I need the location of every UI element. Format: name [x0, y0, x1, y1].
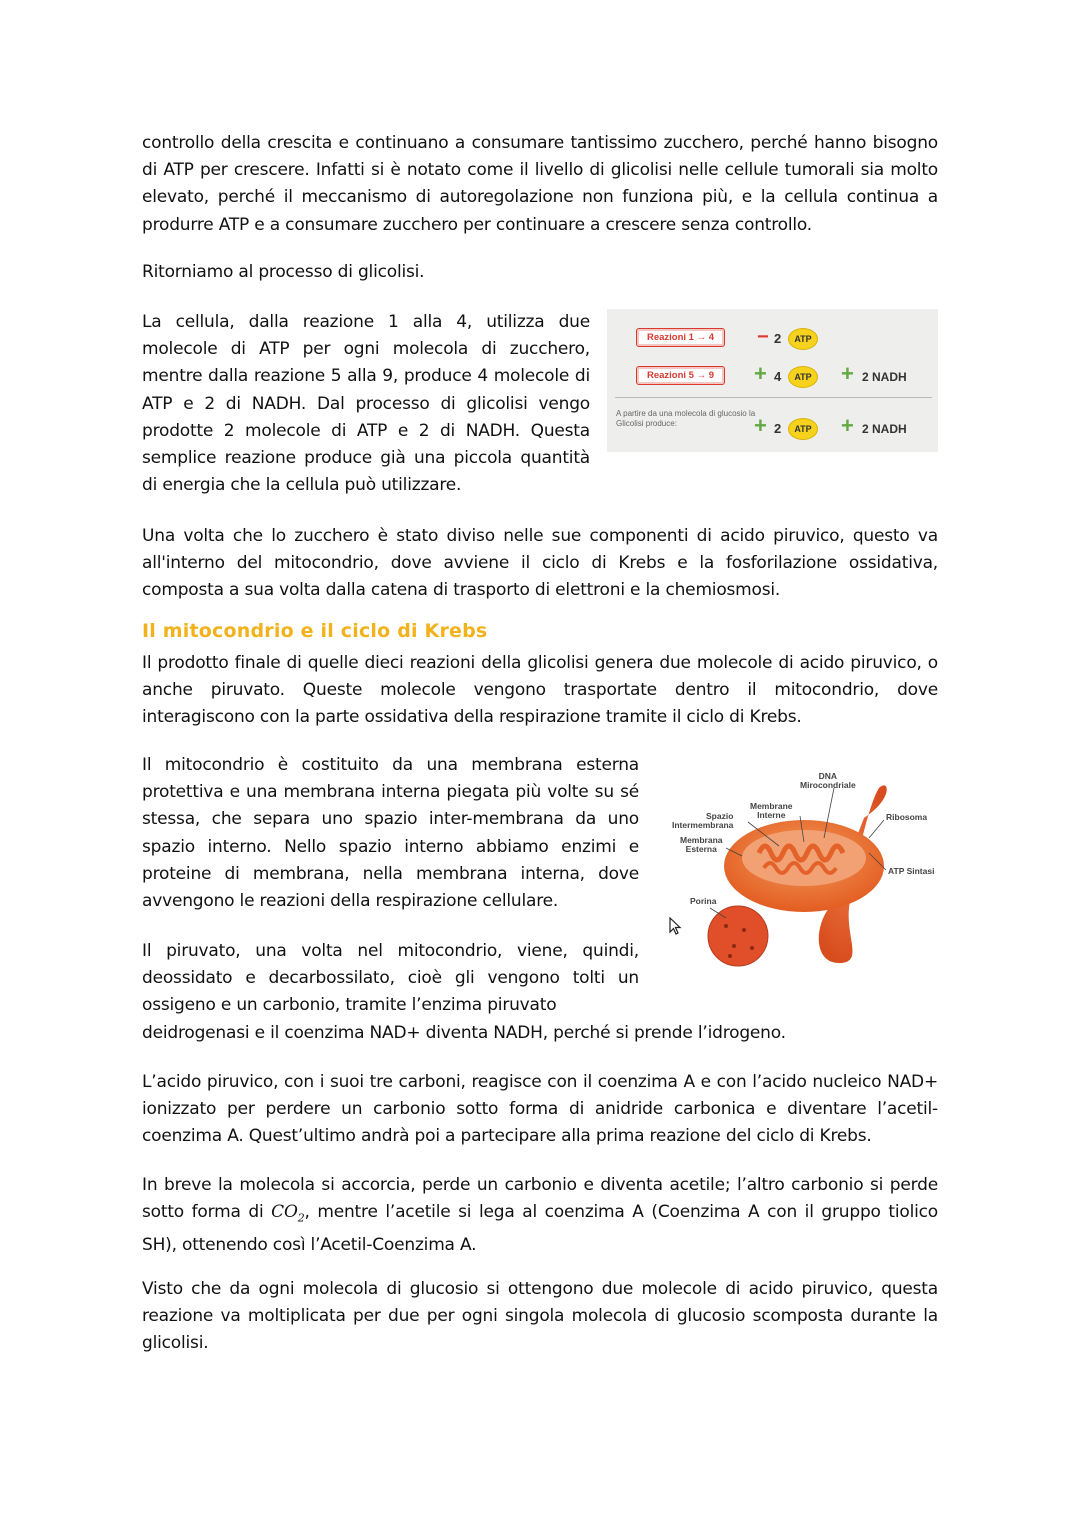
row2-nadh: 2 NADH	[862, 370, 907, 384]
co2-formula	[271, 1202, 305, 1225]
label-membrane-interne: Membrane Interne	[750, 801, 793, 820]
paragraph-acetyl-coa: L’acido piruvico, con i suoi tre carboni, reagisce con il coenzima A e con l’acido nucleico NAD+ ionizzato per perdere un carbonio sotto forma di anidride carbonica e diventare l’acetil-coenzima A. Quest’ultimo andrà poi a partecipare alla prima reazione del ciclo di Krebs.	[142, 1072, 938, 1147]
figure-note: A partire da una molecola di glucosio la Glicolisi produce:	[616, 409, 756, 428]
co2-subscript: 2	[297, 1211, 305, 1225]
co2-text-b: , mentre l’acetile si lega al coenzima A (Coenzima A con il gruppo tiolico SH), ottenendo così l’Acetil-Coenzima A.	[142, 1202, 938, 1255]
total-nadh: 2 NADH	[862, 422, 907, 436]
atp-badge: ATP	[788, 328, 818, 350]
paragraph-co2	[142, 1172, 938, 1259]
atp-badge: ATP	[788, 366, 818, 388]
label-dna: DNA Mirocondriale	[800, 771, 856, 790]
row2-atp-count: 4	[774, 369, 782, 384]
row1-atp-count: 2	[774, 331, 782, 346]
total-atp-count: 2	[774, 421, 782, 436]
paragraph-multiply: Visto che da ogni molecola di glucosio si ottengono due molecole di acido piruvico, questa reazione va moltiplicata per due per ogni singola molecola di glucosio scomposta durante la glicolisi.	[142, 1279, 938, 1354]
glycolysis-atp-figure	[607, 309, 938, 452]
paragraph-final-product: Il prodotto finale di quelle dieci reazioni della glicolisi genera due molecole di acido piruvico, o anche piruvato. Queste molecole vengono trasportate dentro il mitocondrio, dove interagiscono con la parte ossidativa della respirazione tramite il ciclo di Krebs.	[142, 653, 938, 728]
atp-badge: ATP	[788, 418, 818, 440]
plus-sign: +	[841, 413, 854, 438]
paragraph-atp-production: La cellula, dalla reazione 1 alla 4, utilizza due molecole di ATP per ogni molecola di zucchero, mentre dalla reazione 5 alla 9, produce 4 molecole di ATP e 2 di NADH. Dal processo di glicolisi vengo prodotte 2 molecole di ATP e 2 di NADH. Questa semplice reazione produce già una piccola quantità di energia che la cellula può utilizzare.	[142, 312, 590, 496]
label-membrana-esterna: Membrana Esterna	[680, 835, 723, 854]
label-atp-sintasi: ATP Sintasi	[888, 866, 935, 876]
paragraph-mitochondrion-structure: Il mitocondrio è costituito da una membrana esterna protettiva e una membrana interna piegata più volte su sé stessa, che separa uno spazio inter-membrana da uno spazio interno. Nello spazio interno abbiamo enzimi e proteine di membrana, nella membrana interna, dove avvengono le reazioni della respirazione cellulare.	[142, 755, 639, 912]
reactions-5-9-label: Reazioni 5 → 9	[636, 366, 725, 385]
divider	[615, 397, 932, 398]
paragraph-tumor-glycolysis: controllo della crescita e continuano a consumare tantissimo zucchero, perché hanno bisogno di ATP per crescere. Infatti si è notato come il livello di glicolisi nelle cellule tumorali sia molto elevato, perché il meccanismo di autoregolazione non funziona più, e la cellula continua a produrre ATP e a consumare zucchero per continuare a crescere senza controllo.	[142, 133, 938, 235]
plus-sign: +	[754, 361, 767, 386]
paragraph-pyruvic-acid: Una volta che lo zucchero è stato diviso nelle sue componenti di acido piruvico, questo va all'interno del mitocondrio, dove avviene il ciclo di Krebs e la fosforilazione ossidativa, composta a sua volta dalla catena di trasporto di elettroni e la chemiosmosi.	[142, 526, 938, 601]
label-porina: Porina	[690, 896, 717, 906]
minus-sign: −	[757, 326, 769, 348]
plus-sign: +	[754, 413, 767, 438]
co2-symbol: CO	[271, 1202, 298, 1223]
mitochondrion-figure	[664, 758, 944, 990]
section-heading: Il mitocondrio e il ciclo di Krebs	[142, 620, 488, 642]
plus-sign: +	[841, 361, 854, 386]
mouse-cursor-icon	[669, 917, 683, 937]
reactions-1-4-label: Reazioni 1 → 4	[636, 328, 725, 347]
label-ribosoma: Ribosoma	[886, 812, 928, 822]
paragraph-return-glycolysis: Ritorniamo al processo di glicolisi.	[142, 262, 425, 282]
paragraph-pyruvate-a: Il piruvato, una volta nel mitocondrio, viene, quindi, deossidato e decarbossilato, cioè gli vengono tolti un ossigeno e un carbonio, tramite l’enzima piruvato	[142, 941, 639, 1016]
paragraph-pyruvate-b: deidrogenasi e il coenzima NAD+ diventa NADH, perché si prende l’idrogeno.	[142, 1023, 786, 1043]
co2-text-a: In breve la molecola si accorcia, perde un carbonio e diventa acetile; l’altro carbonio si perde sotto forma di	[142, 1175, 938, 1223]
label-spazio: Spazio Intermembrana	[672, 811, 734, 830]
